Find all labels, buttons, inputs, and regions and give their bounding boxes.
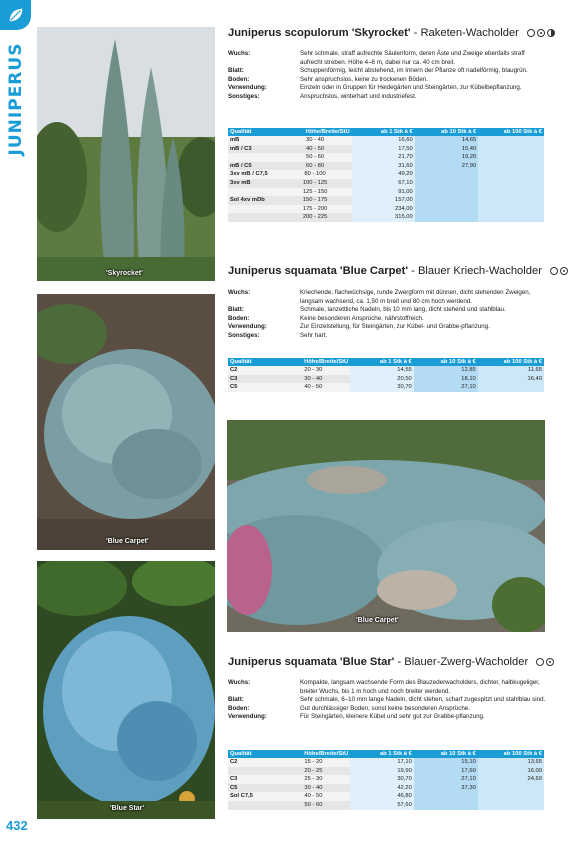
table-cell: 42,20	[350, 784, 414, 793]
table-cell: 16,40	[478, 375, 544, 384]
table-header-row	[228, 358, 544, 366]
table-cell: 175 - 200	[278, 205, 351, 214]
table-cell: 18,10	[414, 375, 478, 384]
table-cell	[478, 792, 544, 801]
column-header: ab 10 Stk à €	[414, 750, 478, 758]
table-cell: 16,60	[352, 136, 415, 145]
property-label: Sonstiges:	[228, 92, 260, 100]
table-cell	[478, 784, 544, 793]
price-table-blue-star	[228, 750, 544, 810]
property-value: Kompakte, langsam wachsende Form des Blauzederwacholders, dichter, halbkugeliger, breiter Wuchs, bis 1 m hoch und noch breiter werdend.	[300, 679, 540, 695]
table-cell	[478, 196, 544, 205]
property-value: Anspruchslos, winterhart und industriefest.	[300, 92, 417, 100]
property-row	[228, 67, 546, 76]
table-cell: 30,70	[350, 775, 414, 784]
table-cell	[415, 188, 479, 197]
property-row	[228, 84, 546, 93]
table-cell: Sol C7,5	[228, 792, 277, 801]
table-cell	[228, 801, 277, 810]
table-cell	[478, 162, 544, 171]
table-cell: Sol 4xv mDb	[228, 196, 278, 205]
table-cell: C3	[228, 375, 276, 384]
table-cell: 67,10	[352, 179, 415, 188]
caption-blue-carpet: 'Blue Carpet'	[106, 538, 149, 545]
property-value: Sehr anspruchslos, keine zu trockenen Böden.	[300, 75, 428, 83]
table-cell	[478, 213, 544, 222]
table-cell: 21,70	[352, 153, 415, 162]
table-cell: 14,55	[350, 366, 414, 375]
property-value: Schuppenförmig, leicht abstehend, im Innern der Pflanze oft nadelförmig, blaugrün.	[300, 67, 528, 75]
table-cell	[228, 213, 278, 222]
property-row	[228, 289, 546, 306]
property-label: Boden:	[228, 704, 250, 712]
table-cell: 20 - 30	[276, 366, 350, 375]
property-row	[228, 93, 546, 102]
column-header: Höhe/Breite/StU	[276, 358, 350, 366]
table-cell: 3xv mB	[228, 179, 278, 188]
photo-skyrocket	[37, 27, 215, 281]
product-common-name: - Raketen-Wacholder	[410, 27, 519, 39]
property-value: Kriechende, flachwüchsige, runde Zwergform mit dünnen, dicht stehenden Zweigen, langsam wachsend, ca. 1,50 m breit und 80 cm hoch werdend.	[300, 289, 531, 305]
column-header: ab 1 Stk à €	[352, 128, 415, 136]
table-cell: 30 - 40	[278, 136, 351, 145]
photo-blue-star	[37, 561, 215, 819]
table-cell: 40 - 50	[278, 145, 351, 154]
property-row	[228, 679, 546, 696]
table-cell: 12,85	[414, 366, 478, 375]
table-row	[228, 162, 544, 171]
table-cell: 17,10	[350, 758, 414, 767]
location-symbols	[550, 267, 568, 275]
table-cell: 30 - 40	[276, 375, 350, 384]
table-cell	[478, 801, 544, 810]
column-header: Qualität	[228, 358, 276, 366]
table-cell: 125 - 150	[278, 188, 351, 197]
table-cell: 20 - 25	[277, 767, 351, 776]
property-row	[228, 315, 546, 324]
property-label: Blatt:	[228, 67, 244, 75]
column-header: ab 100 Stk à €	[478, 358, 544, 366]
product-common-name: - Blauer-Zwerg-Wacholder	[394, 656, 529, 668]
property-label: Sonstiges:	[228, 331, 260, 339]
property-value: Sehr hart.	[300, 331, 328, 339]
table-cell: 30 - 40	[277, 784, 351, 793]
table-cell	[478, 153, 544, 162]
table-cell: 13,65	[478, 758, 544, 767]
column-header: ab 1 Stk à €	[350, 358, 414, 366]
caption-skyrocket: 'Skyrocket'	[106, 270, 143, 277]
caption-blue-star: 'Blue Star'	[110, 805, 145, 812]
table-row	[228, 366, 544, 375]
table-cell: 315,00	[352, 213, 415, 222]
property-row	[228, 76, 546, 85]
product-title-blue-carpet	[228, 265, 568, 277]
table-cell: 40 - 50	[276, 383, 350, 392]
sun-symbol-icon	[527, 29, 535, 37]
table-cell	[415, 196, 479, 205]
property-row	[228, 713, 546, 722]
property-label: Verwendung:	[228, 84, 267, 92]
table-cell: 91,00	[352, 188, 415, 197]
table-cell	[228, 767, 277, 776]
caption-blue-carpet-wide: 'Blue Carpet'	[356, 617, 399, 624]
table-row	[228, 153, 544, 162]
table-row	[228, 801, 544, 810]
table-cell	[415, 205, 479, 214]
property-value: Keine besonderen Ansprüche, nährstoffreich.	[300, 314, 424, 322]
half-shade-symbol-icon	[546, 658, 554, 666]
table-row	[228, 383, 544, 392]
table-row	[228, 145, 544, 154]
table-row	[228, 775, 544, 784]
property-value: Zur Einzelstellung, für Steingärten, zur Kübel- und Grabbe-pflanzung.	[300, 323, 490, 331]
table-cell: 16,00	[478, 767, 544, 776]
photo-blue-carpet-wide	[227, 420, 545, 632]
property-value: Sehr schmale, 6–10 mm lange Nadeln, dicht stehen, scharf zugespitzt und stahlblau sind.	[300, 696, 546, 704]
table-cell: C2	[228, 366, 276, 375]
table-cell: 3xv mB / C7,5	[228, 170, 278, 179]
table-cell: 15,10	[414, 758, 478, 767]
table-cell: 27,10	[414, 775, 478, 784]
properties-blue-star	[228, 679, 546, 722]
table-row	[228, 792, 544, 801]
location-symbols	[527, 29, 555, 37]
column-header: ab 100 Stk à €	[478, 750, 544, 758]
table-cell: 30,70	[350, 383, 414, 392]
property-label: Wuchs:	[228, 50, 251, 57]
property-value: Sehr schmale, straff aufrechte Säulenform, deren Äste und Zweige ebenfalls straff aufrecht streben. Höhe 4–6 m, dabei nur ca. 40 cm breit.	[300, 50, 525, 66]
table-cell	[478, 205, 544, 214]
property-label: Boden:	[228, 314, 250, 322]
property-row	[228, 50, 546, 67]
table-cell: 150 - 175	[278, 196, 351, 205]
property-label: Verwendung:	[228, 323, 267, 331]
table-row	[228, 767, 544, 776]
column-header: Höhe/Breite/StU	[277, 750, 351, 758]
property-row	[228, 306, 546, 315]
table-cell	[478, 188, 544, 197]
product-name: Juniperus squamata 'Blue Carpet'	[228, 265, 409, 277]
table-header-row	[228, 750, 544, 758]
column-header: Qualität	[228, 128, 278, 136]
table-cell: mB	[228, 136, 278, 145]
property-label: Blatt:	[228, 696, 244, 704]
table-row	[228, 758, 544, 767]
product-name: Juniperus scopulorum 'Skyrocket'	[228, 27, 411, 39]
column-header: ab 1 Stk à €	[350, 750, 414, 758]
table-cell	[414, 801, 478, 810]
table-cell: 19,20	[415, 153, 479, 162]
table-cell: 27,10	[414, 383, 478, 392]
table-row	[228, 196, 544, 205]
half-shade-symbol-icon	[537, 29, 545, 37]
sun-symbol-icon	[550, 267, 558, 275]
product-name: Juniperus squamata 'Blue Star'	[228, 656, 395, 668]
property-value: Schmale, lanzettliche Nadeln, bis 10 mm lang, dicht stehend und stahlblau.	[300, 306, 506, 314]
table-cell: 14,65	[415, 136, 479, 145]
half-shade-symbol-icon	[560, 267, 568, 275]
table-cell	[228, 188, 278, 197]
product-common-name: - Blauer Kriech-Wacholder	[408, 265, 542, 277]
table-cell	[415, 179, 479, 188]
table-cell	[478, 179, 544, 188]
column-header: Höhe/Breite/StU	[278, 128, 351, 136]
table-cell: mB / C3	[228, 145, 278, 154]
price-table-blue-carpet	[228, 358, 544, 392]
property-row	[228, 705, 546, 714]
table-cell: 40 - 50	[277, 792, 351, 801]
table-cell: 15,40	[415, 145, 479, 154]
table-cell: mB / C5	[228, 162, 278, 171]
property-row	[228, 323, 546, 332]
table-cell: 25 - 30	[277, 775, 351, 784]
table-cell: 234,00	[352, 205, 415, 214]
table-cell: 11,65	[478, 366, 544, 375]
column-header: ab 10 Stk à €	[414, 358, 478, 366]
table-cell: 46,80	[350, 792, 414, 801]
photo-blue-carpet	[37, 294, 215, 550]
sun-symbol-icon	[536, 658, 544, 666]
column-header: Qualität	[228, 750, 277, 758]
table-cell: 27,90	[415, 162, 479, 171]
table-header-row	[228, 128, 544, 136]
table-cell: 15 - 20	[277, 758, 351, 767]
table-cell: 80 - 100	[278, 170, 351, 179]
table-cell: 31,60	[352, 162, 415, 171]
property-value: Einzeln oder in Gruppen für Heidegärten und Steingärten, zur Kübelbepflanzung.	[300, 84, 522, 92]
table-row	[228, 136, 544, 145]
property-label: Boden:	[228, 75, 250, 83]
table-cell: 17,50	[352, 145, 415, 154]
table-cell	[415, 213, 479, 222]
page-number: 432	[6, 818, 28, 833]
table-cell	[478, 383, 544, 392]
table-cell: 57,60	[350, 801, 414, 810]
property-row	[228, 332, 546, 341]
table-cell: C5	[228, 784, 277, 793]
table-row	[228, 205, 544, 214]
price-table-skyrocket	[228, 128, 544, 222]
table-cell: C3	[228, 775, 277, 784]
properties-skyrocket	[228, 50, 546, 102]
column-header: ab 10 Stk à €	[415, 128, 479, 136]
property-value: Für Steingärten, kleinere Kübel und sehr gut zur Grabbe-pflanzung.	[300, 713, 485, 721]
table-cell: 50 - 60	[277, 801, 351, 810]
table-cell: 50 - 60	[278, 153, 351, 162]
leaf-tab	[0, 0, 31, 30]
table-row	[228, 375, 544, 384]
column-header: ab 100 Stk à €	[478, 128, 544, 136]
property-label: Wuchs:	[228, 679, 251, 686]
table-row	[228, 179, 544, 188]
property-label: Verwendung:	[228, 713, 267, 721]
table-cell: 37,30	[414, 784, 478, 793]
table-cell: 17,60	[414, 767, 478, 776]
table-cell: C5	[228, 383, 276, 392]
product-title-blue-star	[228, 656, 554, 668]
table-cell: 24,60	[478, 775, 544, 784]
table-cell: 19,90	[350, 767, 414, 776]
properties-blue-carpet	[228, 289, 546, 341]
table-cell	[478, 170, 544, 179]
table-cell	[415, 170, 479, 179]
table-cell	[414, 792, 478, 801]
table-row	[228, 784, 544, 793]
table-cell: C2	[228, 758, 277, 767]
product-title-skyrocket	[228, 27, 555, 39]
table-cell: 100 - 125	[278, 179, 351, 188]
table-cell	[228, 205, 278, 214]
table-cell: 49,20	[352, 170, 415, 179]
shade-symbol-icon	[547, 29, 555, 37]
property-value: Gut durchlässiger Boden, sonst keine besonderen Ansprüche.	[300, 704, 470, 712]
table-cell: 20,50	[350, 375, 414, 384]
table-cell: 60 - 80	[278, 162, 351, 171]
table-cell	[478, 145, 544, 154]
table-row	[228, 170, 544, 179]
table-row	[228, 213, 544, 222]
location-symbols	[536, 658, 554, 666]
property-row	[228, 696, 546, 705]
property-label: Wuchs:	[228, 289, 251, 296]
property-label: Blatt:	[228, 306, 244, 314]
table-cell	[228, 153, 278, 162]
table-row	[228, 188, 544, 197]
table-cell: 157,00	[352, 196, 415, 205]
table-cell: 200 - 225	[278, 213, 351, 222]
leaf-icon	[7, 6, 25, 24]
section-title: JUNIPERUS	[6, 42, 26, 156]
table-cell	[478, 136, 544, 145]
